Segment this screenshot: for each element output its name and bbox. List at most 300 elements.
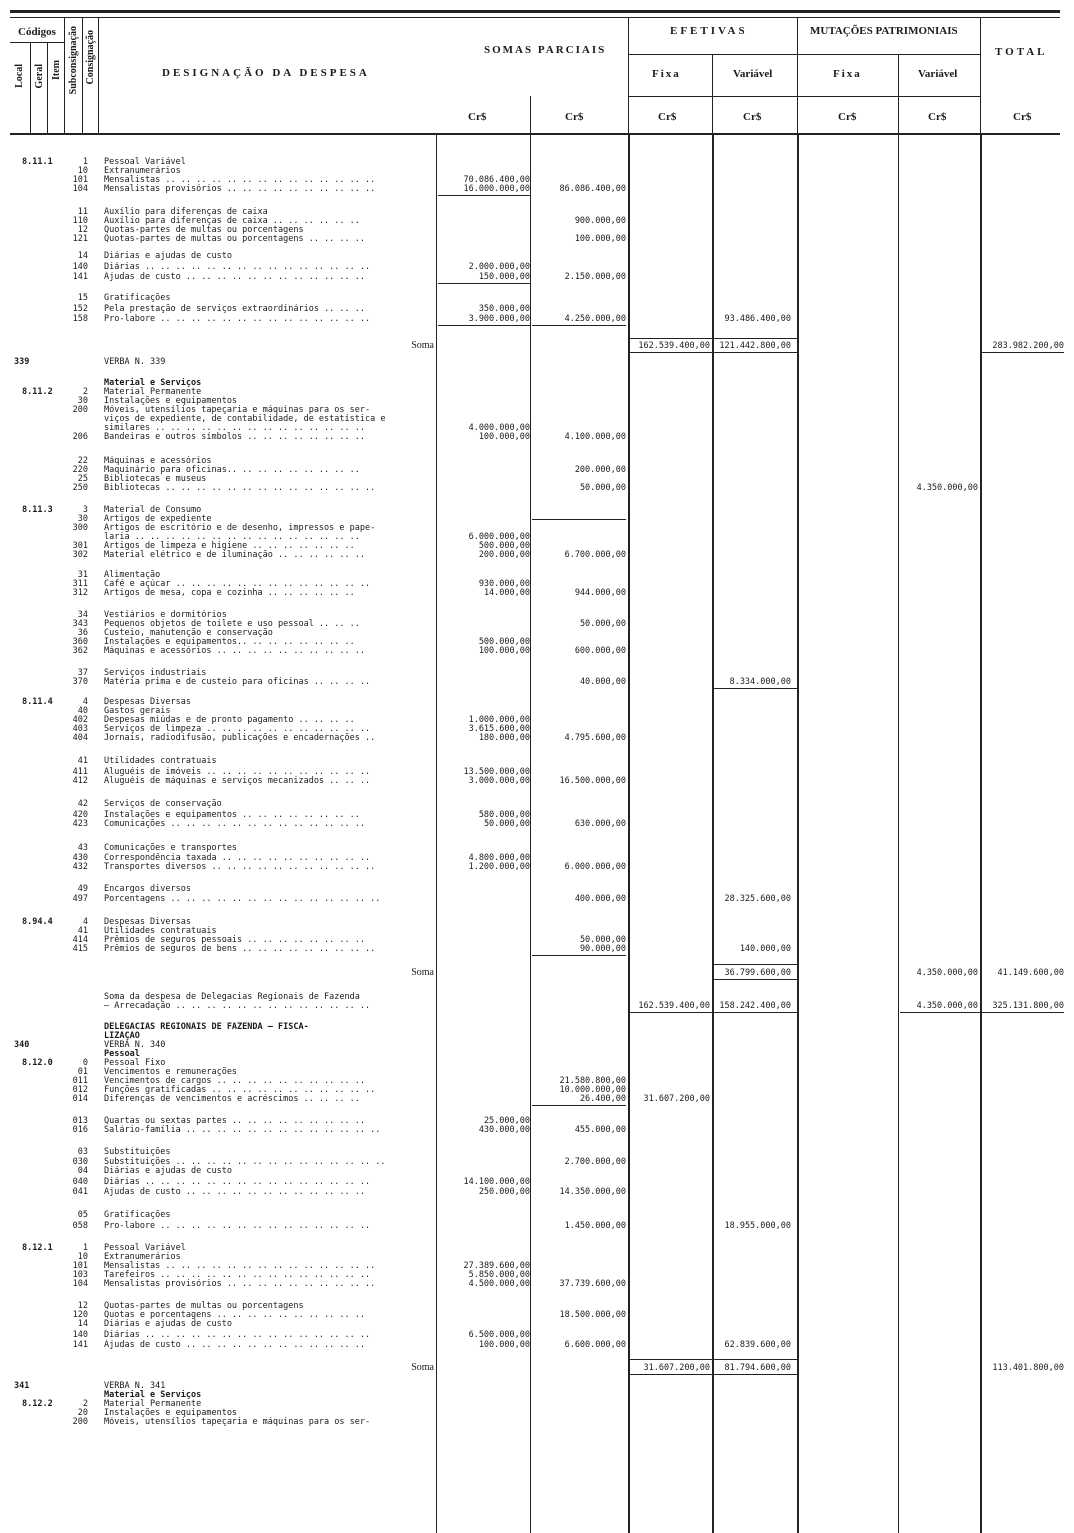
- row-partial-sum-2: 944.000,00: [574, 588, 626, 598]
- subtotal-rule: [714, 979, 797, 980]
- row-total: 283.982.200,00: [992, 341, 1064, 351]
- row-partial-sum-2: 50.000,00: [579, 935, 626, 945]
- row-designation: VERBA N. 341: [104, 1381, 166, 1391]
- soma-label: Soma: [411, 968, 434, 978]
- row-item-code: 302: [72, 550, 88, 560]
- subtotal-rule: [900, 1012, 1064, 1013]
- row-item-code: 430: [72, 853, 88, 863]
- table-row: [0, 1166, 1074, 1176]
- row-designation: Vestiários e dormitórios: [104, 610, 227, 620]
- col-divider: [64, 17, 65, 133]
- row-item-code: 10: [77, 1252, 88, 1262]
- row-item-code: 104: [72, 1279, 88, 1289]
- row-partial-sum-1: 430.000,00: [478, 1125, 530, 1135]
- header-bottom-rule: [10, 133, 1060, 135]
- row-item-code: 404: [72, 733, 88, 743]
- row-item-code: 42: [77, 799, 88, 809]
- row-item-code: 12: [77, 225, 88, 235]
- header-fixa: Fixa: [652, 68, 681, 80]
- row-designation: Substituições .. .. .. .. .. .. .. .. .. .. .. .. .. ..: [104, 1157, 386, 1167]
- row-partial-sum-1: 200.000,00: [478, 550, 530, 560]
- row-partial-sum-2: 900.000,00: [574, 216, 626, 226]
- row-partial-sum-2: 86.086.400,00: [559, 184, 626, 194]
- currency-total: Cr$: [1013, 111, 1032, 123]
- row-item-code: 110: [72, 216, 88, 226]
- row-partial-sum-1: 70.086.400,00: [463, 175, 530, 185]
- table-row: [0, 432, 1074, 442]
- row-partial-sum-1: 500.000,00: [478, 541, 530, 551]
- row-efetiva-variavel: 158.242.400,00: [719, 1001, 791, 1011]
- row-designation: Auxílio para diferenças de caixa: [104, 207, 268, 217]
- row-item-code: 420: [72, 810, 88, 820]
- row-item-code: 12: [77, 1301, 88, 1311]
- row-partial-sum-2: 50.000,00: [579, 483, 626, 493]
- row-partial-sum-1: 13.500.000,00: [463, 767, 530, 777]
- subtotal-rule: [630, 352, 798, 353]
- row-efetiva-fixa: 31.607.200,00: [643, 1363, 710, 1373]
- col-divider: [47, 42, 48, 133]
- row-partial-sum-1: 4.000.000,00: [468, 423, 530, 433]
- row-item-code: 2: [82, 1399, 88, 1409]
- col-divider: [712, 54, 713, 133]
- row-code: 8.94.4: [22, 917, 53, 927]
- table-row: [0, 293, 1074, 303]
- table-row: [0, 894, 1074, 904]
- row-designation: Café e açúcar .. .. .. .. .. .. .. .. .. .. .. .. ..: [104, 579, 371, 589]
- header-codigos: Códigos: [18, 26, 56, 38]
- row-item-code: 30: [77, 396, 88, 406]
- row-designation: Pela prestação de serviços extraordinários .. .. ..: [104, 304, 365, 314]
- subtotal-rule: [630, 338, 798, 339]
- row-item-code: 041: [72, 1187, 88, 1197]
- row-item-code: 34: [77, 610, 88, 620]
- row-designation: Soma da despesa de Delegacias Regionais de Fazenda: [104, 992, 360, 1002]
- row-designation: Diferenças de vencimentos e acréscimos .. .. .. ..: [104, 1094, 360, 1104]
- row-mutacao-variavel: 4.350.000,00: [916, 1001, 978, 1011]
- subtotal-rule: [630, 1359, 798, 1360]
- row-item-code: 152: [72, 304, 88, 314]
- row-item-code: 301: [72, 541, 88, 551]
- row-item-code: 0: [82, 1058, 88, 1068]
- row-item-code: 140: [72, 1330, 88, 1340]
- row-designation: Pessoal Variável: [104, 1243, 186, 1253]
- table-row: [0, 944, 1074, 954]
- table-row: [0, 1125, 1074, 1135]
- table-row: [0, 304, 1074, 314]
- col-divider: [898, 54, 899, 133]
- row-item-code: 4: [82, 917, 88, 927]
- row-item-code: 403: [72, 724, 88, 734]
- row-item-code: 30: [77, 514, 88, 524]
- header-mut-fixa: Fixa: [833, 68, 862, 80]
- row-item-code: 14: [77, 251, 88, 261]
- subtotal-rule: [438, 283, 530, 284]
- row-partial-sum-2: 1.450.000,00: [564, 1221, 626, 1231]
- row-designation: Prêmios de seguros pessoais .. .. .. .. .. .. .. ..: [104, 935, 365, 945]
- efetivas-rule: [628, 54, 980, 55]
- row-partial-sum-2: 630.000,00: [574, 819, 626, 829]
- row-designation: Transportes diversos .. .. .. .. .. .. .. .. .. .. ..: [104, 862, 376, 872]
- row-efetiva-variavel: 140.000,00: [739, 944, 791, 954]
- row-item-code: 370: [72, 677, 88, 687]
- row-designation: Ajudas de custo .. .. .. .. .. .. .. .. .. .. .. ..: [104, 272, 365, 282]
- row-item-code: 414: [72, 935, 88, 945]
- table-row: [0, 677, 1074, 687]
- header-local: Local: [14, 64, 25, 88]
- table-row: [0, 862, 1074, 872]
- row-partial-sum-1: 2.000.000,00: [468, 262, 530, 272]
- table-row: [0, 262, 1074, 272]
- row-total: 41.149.600,00: [997, 968, 1064, 978]
- row-code: 8.11.1: [22, 157, 53, 167]
- row-designation: LIZAÇÃO: [104, 1031, 140, 1041]
- row-designation: Pequenos objetos de toilete e uso pessoal .. .. ..: [104, 619, 360, 629]
- header-mutacoes: MUTAÇÕES PATRIMONIAIS: [810, 25, 958, 37]
- row-total: 325.131.800,00: [992, 1001, 1064, 1011]
- row-item-code: 37: [77, 668, 88, 678]
- row-designation: Serviços de conservação: [104, 799, 222, 809]
- row-designation: DELEGACIAS REGIONAIS DE FAZENDA — FISCA-: [104, 1022, 309, 1032]
- table-row: [0, 357, 1074, 367]
- row-item-code: 412: [72, 776, 88, 786]
- row-partial-sum-2: 2.150.000,00: [564, 272, 626, 282]
- row-item-code: 120: [72, 1310, 88, 1320]
- table-row: [0, 251, 1074, 261]
- row-efetiva-variavel: 28.325.600,00: [724, 894, 791, 904]
- row-designation: Diárias e ajudas de custo: [104, 1166, 232, 1176]
- table-row: [0, 314, 1074, 324]
- codigos-rule: [10, 42, 65, 43]
- row-efetiva-variavel: 18.955.000,00: [724, 1221, 791, 1231]
- row-designation: Artigos de limpeza e higiene .. .. .. .. .. .. ..: [104, 541, 355, 551]
- row-designation: Material Permanente: [104, 1399, 202, 1409]
- row-partial-sum-2: 2.700.000,00: [564, 1157, 626, 1167]
- row-mutacao-variavel: 4.350.000,00: [916, 483, 978, 493]
- row-partial-sum-2: 40.000,00: [579, 677, 626, 687]
- row-item-code: 012: [72, 1085, 88, 1095]
- row-efetiva-variavel: 62.839.600,00: [724, 1340, 791, 1350]
- row-designation: viços de expediente, de contabilidade, de estatística e: [104, 414, 386, 424]
- row-designation: Mensalistas provisórios .. .. .. .. .. .. .. .. .. ..: [104, 184, 376, 194]
- row-code: 8.11.4: [22, 697, 53, 707]
- row-designation: Maquinário para oficinas.. .. .. .. .. .. .. .. ..: [104, 465, 360, 475]
- row-designation: Despesas Diversas: [104, 917, 191, 927]
- row-designation: Móveis, utensílios tapeçaria e máquinas para os ser-: [104, 405, 371, 415]
- table-row: [0, 843, 1074, 853]
- row-item-code: 206: [72, 432, 88, 442]
- row-designation: Móveis, utensílios tapeçaria e máquinas para os ser-: [104, 1417, 371, 1427]
- row-designation: Instalações e equipamentos: [104, 396, 238, 406]
- row-item-code: 41: [77, 756, 88, 766]
- table-row: [0, 1319, 1074, 1329]
- row-designation: Mensalistas .. .. .. .. .. .. .. .. .. .. .. .. .. ..: [104, 175, 376, 185]
- row-item-code: 014: [72, 1094, 88, 1104]
- row-partial-sum-2: 6.700.000,00: [564, 550, 626, 560]
- row-item-code: 200: [72, 1417, 88, 1427]
- table-row: [0, 272, 1074, 282]
- soma-label: Soma: [411, 1363, 434, 1373]
- subtotal-rule: [630, 1374, 798, 1375]
- row-item-code: 36: [77, 628, 88, 638]
- row-item-code: 016: [72, 1125, 88, 1135]
- header-subconsignacao: Subconsignação: [68, 26, 79, 95]
- row-partial-sum-1: 3.000.000,00: [468, 776, 530, 786]
- row-item-code: 013: [72, 1116, 88, 1126]
- row-designation: Mensalistas provisórios .. .. .. .. .. .. .. .. .. ..: [104, 1279, 376, 1289]
- table-row: [0, 756, 1074, 766]
- row-item-code: 04: [77, 1166, 88, 1176]
- table-row: [0, 184, 1074, 194]
- row-partial-sum-1: 350.000,00: [478, 304, 530, 314]
- currency-sp1: Cr$: [468, 111, 487, 123]
- row-efetiva-variavel: 36.799.600,00: [724, 968, 791, 978]
- row-item-code: 300: [72, 523, 88, 533]
- row-designation: Salário-família .. .. .. .. .. .. .. .. .. .. .. .. ..: [104, 1125, 381, 1135]
- top-rule: [10, 10, 1060, 13]
- row-designation: Comunicações .. .. .. .. .. .. .. .. .. .. .. .. ..: [104, 819, 365, 829]
- row-item-code: 200: [72, 405, 88, 415]
- row-item-code: 103: [72, 1270, 88, 1280]
- header-total: TOTAL: [995, 46, 1048, 58]
- currency-sp2: Cr$: [565, 111, 584, 123]
- row-partial-sum-2: 90.000,00: [579, 944, 626, 954]
- table-row: [0, 884, 1074, 894]
- soma-row: [0, 341, 1074, 351]
- row-item-code: 31: [77, 570, 88, 580]
- col-divider: [30, 42, 31, 133]
- row-designation: Pessoal Variável: [104, 157, 186, 167]
- row-designation: Porcentagens .. .. .. .. .. .. .. .. .. .. .. .. .. ..: [104, 894, 381, 904]
- row-partial-sum-2: 21.580.800,00: [559, 1076, 626, 1086]
- header-designacao: DESIGNAÇÃO DA DESPESA: [162, 67, 370, 79]
- row-partial-sum-1: 14.000,00: [483, 588, 530, 598]
- subtotal-rule: [630, 1012, 798, 1013]
- row-designation: Artigos de escritório e de desenho, impressos e pape-: [104, 523, 376, 533]
- row-partial-sum-1: 930.000,00: [478, 579, 530, 589]
- row-designation: Aluguéis de imóveis .. .. .. .. .. .. .. .. .. .. ..: [104, 767, 371, 777]
- header-efetivas: EFETIVAS: [670, 25, 748, 37]
- row-item-code: 10: [77, 166, 88, 176]
- row-partial-sum-1: 4.800.000,00: [468, 853, 530, 863]
- row-efetiva-fixa: 162.539.400,00: [638, 1001, 710, 1011]
- row-item-code: 15: [77, 293, 88, 303]
- row-designation: Bandeiras e outros símbolos .. .. .. .. .. .. .. ..: [104, 432, 365, 442]
- row-efetiva-variavel: 81.794.600,00: [724, 1363, 791, 1373]
- row-item-code: 101: [72, 1261, 88, 1271]
- top-rule-thin: [10, 17, 1060, 18]
- row-designation: Ajudas de custo .. .. .. .. .. .. .. .. .. .. .. ..: [104, 1187, 365, 1197]
- table-row: [0, 1340, 1074, 1350]
- row-partial-sum-2: 6.600.000,00: [564, 1340, 626, 1350]
- row-designation: VERBA N. 339: [104, 357, 166, 367]
- table-row: [0, 234, 1074, 244]
- row-partial-sum-2: 455.000,00: [574, 1125, 626, 1135]
- row-designation: Gastos gerais: [104, 706, 171, 716]
- row-partial-sum-1: 1.000.000,00: [468, 715, 530, 725]
- table-row: [0, 1177, 1074, 1187]
- row-designation: Serviços de limpeza .. .. .. .. .. .. .. .. .. .. ..: [104, 724, 371, 734]
- row-designation: Artigos de expediente: [104, 514, 212, 524]
- row-item-code: 040: [72, 1177, 88, 1187]
- col-divider: [82, 17, 83, 133]
- row-code: 340: [14, 1040, 30, 1050]
- row-item-code: 411: [72, 767, 88, 777]
- row-efetiva-variavel: 121.442.800,00: [719, 341, 791, 351]
- row-mutacao-variavel: 4.350.000,00: [916, 968, 978, 978]
- row-partial-sum-1: 14.100.000,00: [463, 1177, 530, 1187]
- row-item-code: 402: [72, 715, 88, 725]
- row-partial-sum-1: 150.000,00: [478, 272, 530, 282]
- row-designation: Custeio, manutenção e conservação: [104, 628, 273, 638]
- row-item-code: 1: [82, 157, 88, 167]
- row-item-code: 250: [72, 483, 88, 493]
- row-designation: Diárias e ajudas de custo: [104, 251, 232, 261]
- row-partial-sum-2: 100.000,00: [574, 234, 626, 244]
- table-row: [0, 646, 1074, 656]
- row-designation: Material e Serviços: [104, 378, 202, 388]
- row-partial-sum-2: 14.350.000,00: [559, 1187, 626, 1197]
- row-item-code: 11: [77, 207, 88, 217]
- header-mut-variavel: Variável: [918, 68, 958, 80]
- table-row: [0, 1221, 1074, 1231]
- row-partial-sum-2: 16.500.000,00: [559, 776, 626, 786]
- row-designation: Ajudas de custo .. .. .. .. .. .. .. .. .. .. .. ..: [104, 1340, 365, 1350]
- table-row: [0, 1210, 1074, 1220]
- row-partial-sum-2: 400.000,00: [574, 894, 626, 904]
- row-partial-sum-1: 4.500.000,00: [468, 1279, 530, 1289]
- row-partial-sum-1: 1.200.000,00: [468, 862, 530, 872]
- row-partial-sum-1: 16.000.000,00: [463, 184, 530, 194]
- row-code: 8.12.1: [22, 1243, 53, 1253]
- row-partial-sum-1: 27.389.600,00: [463, 1261, 530, 1271]
- header-variavel: Variável: [733, 68, 773, 80]
- row-item-code: 141: [72, 272, 88, 282]
- row-designation: Bibliotecas e museus: [104, 474, 207, 484]
- table-row: [0, 550, 1074, 560]
- currency-mut-variavel: Cr$: [928, 111, 947, 123]
- soma-row: [0, 968, 1074, 978]
- row-item-code: 101: [72, 175, 88, 185]
- table-row: [0, 799, 1074, 809]
- soma-label: Soma: [411, 341, 434, 351]
- row-designation: Pro-labore .. .. .. .. .. .. .. .. .. .. .. .. .. ..: [104, 1221, 371, 1231]
- row-partial-sum-1: 6.500.000,00: [468, 1330, 530, 1340]
- row-partial-sum-1: 250.000,00: [478, 1187, 530, 1197]
- table-row: [0, 1094, 1074, 1104]
- table-row: [0, 588, 1074, 598]
- row-partial-sum-1: 500.000,00: [478, 637, 530, 647]
- row-designation: Tarefeiros .. .. .. .. .. .. .. .. .. .. .. .. .. ..: [104, 1270, 371, 1280]
- row-designation: Pessoal Fixo: [104, 1058, 166, 1068]
- row-partial-sum-2: 26.400,00: [579, 1094, 626, 1104]
- row-partial-sum-2: 200.000,00: [574, 465, 626, 475]
- row-efetiva-fixa: 162.539.400,00: [638, 341, 710, 351]
- row-item-code: 40: [77, 706, 88, 716]
- row-designation: Quartas ou sextas partes .. .. .. .. .. .. .. .. ..: [104, 1116, 365, 1126]
- row-designation: Substituições: [104, 1147, 171, 1157]
- row-designation: Mensalistas .. .. .. .. .. .. .. .. .. .. .. .. .. ..: [104, 1261, 376, 1271]
- row-code: 8.12.2: [22, 1399, 53, 1409]
- row-efetiva-variavel: 8.334.000,00: [729, 677, 791, 687]
- table-row: [0, 1001, 1074, 1011]
- table-row: [0, 1330, 1074, 1340]
- row-designation: similares .. .. .. .. .. .. .. .. .. .. .. .. .. ..: [104, 423, 365, 433]
- col-divider: [628, 17, 629, 133]
- row-partial-sum-1: 50.000,00: [483, 819, 530, 829]
- row-total: 113.401.800,00: [992, 1363, 1064, 1373]
- currency-variavel: Cr$: [743, 111, 762, 123]
- subtotal-rule: [438, 325, 530, 326]
- header-geral: Geral: [34, 64, 45, 89]
- subtotal-rule: [532, 1105, 626, 1106]
- row-partial-sum-2: 6.000.000,00: [564, 862, 626, 872]
- row-code: 341: [14, 1381, 30, 1391]
- row-item-code: 158: [72, 314, 88, 324]
- sub-rule: [628, 96, 980, 97]
- row-designation: Bibliotecas .. .. .. .. .. .. .. .. .. .. .. .. .. ..: [104, 483, 376, 493]
- row-item-code: 311: [72, 579, 88, 589]
- row-partial-sum-1: 580.000,00: [478, 810, 530, 820]
- row-designation: Material Permanente: [104, 387, 202, 397]
- table-row: [0, 1187, 1074, 1197]
- row-partial-sum-1: 100.000,00: [478, 646, 530, 656]
- row-designation: Quotas e porcentagens .. .. .. .. .. .. .. .. .. ..: [104, 1310, 365, 1320]
- row-designation: — Arrecadação .. .. .. .. .. .. .. .. .. .. .. .. ..: [104, 1001, 371, 1011]
- table-row: [0, 483, 1074, 493]
- row-designation: Serviços industriais: [104, 668, 207, 678]
- row-designation: Encargos diversos: [104, 884, 191, 894]
- row-designation: Funções gratificadas .. .. .. .. .. .. .. .. .. .. ..: [104, 1085, 376, 1095]
- row-designation: Vencimentos de cargos .. .. .. .. .. .. .. .. .. ..: [104, 1076, 365, 1086]
- row-designation: Matéria prima e de custeio para oficinas .. .. .. ..: [104, 677, 371, 687]
- table-row: [0, 819, 1074, 829]
- row-designation: Material elétrico e de iluminação .. .. .. .. .. ..: [104, 550, 365, 560]
- row-designation: Vencimentos e remunerações: [104, 1067, 238, 1077]
- row-partial-sum-1: 25.000,00: [483, 1116, 530, 1126]
- table-row: [0, 1147, 1074, 1157]
- row-item-code: 104: [72, 184, 88, 194]
- col-divider: [980, 17, 981, 133]
- table-row: [0, 733, 1074, 743]
- subtotal-rule: [714, 964, 797, 965]
- row-partial-sum-1: 5.850.000,00: [468, 1270, 530, 1280]
- row-partial-sum-1: 100.000,00: [478, 432, 530, 442]
- row-designation: Gratificações: [104, 1210, 171, 1220]
- row-item-code: 141: [72, 1340, 88, 1350]
- row-partial-sum-1: 3.900.000,00: [468, 314, 530, 324]
- row-item-code: 14: [77, 1319, 88, 1329]
- row-designation: VERBA N. 340: [104, 1040, 166, 1050]
- row-item-code: 432: [72, 862, 88, 872]
- row-item-code: 220: [72, 465, 88, 475]
- row-designation: Quotas-partes de multas ou porcentagens: [104, 1301, 304, 1311]
- row-item-code: 030: [72, 1157, 88, 1167]
- row-partial-sum-2: 600.000,00: [574, 646, 626, 656]
- row-item-code: 25: [77, 474, 88, 484]
- row-partial-sum-1: 6.000.000,00: [468, 532, 530, 542]
- header-somas-parciais: SOMAS PARCIAIS: [484, 44, 607, 56]
- row-designation: Jornais, radiodifusão, publicações e encadernações ..: [104, 733, 376, 743]
- row-designation: Utilidades contratuais: [104, 926, 217, 936]
- row-designation: Diárias .. .. .. .. .. .. .. .. .. .. .. .. .. .. ..: [104, 262, 371, 272]
- row-designation: Correspondência taxada .. .. .. .. .. .. .. .. .. ..: [104, 853, 371, 863]
- row-item-code: 20: [77, 1408, 88, 1418]
- row-item-code: 3: [82, 505, 88, 515]
- row-item-code: 011: [72, 1076, 88, 1086]
- row-item-code: 058: [72, 1221, 88, 1231]
- row-designation: Instalações e equipamentos: [104, 1408, 238, 1418]
- row-designation: Auxílio para diferenças de caixa .. .. .. .. .. ..: [104, 216, 360, 226]
